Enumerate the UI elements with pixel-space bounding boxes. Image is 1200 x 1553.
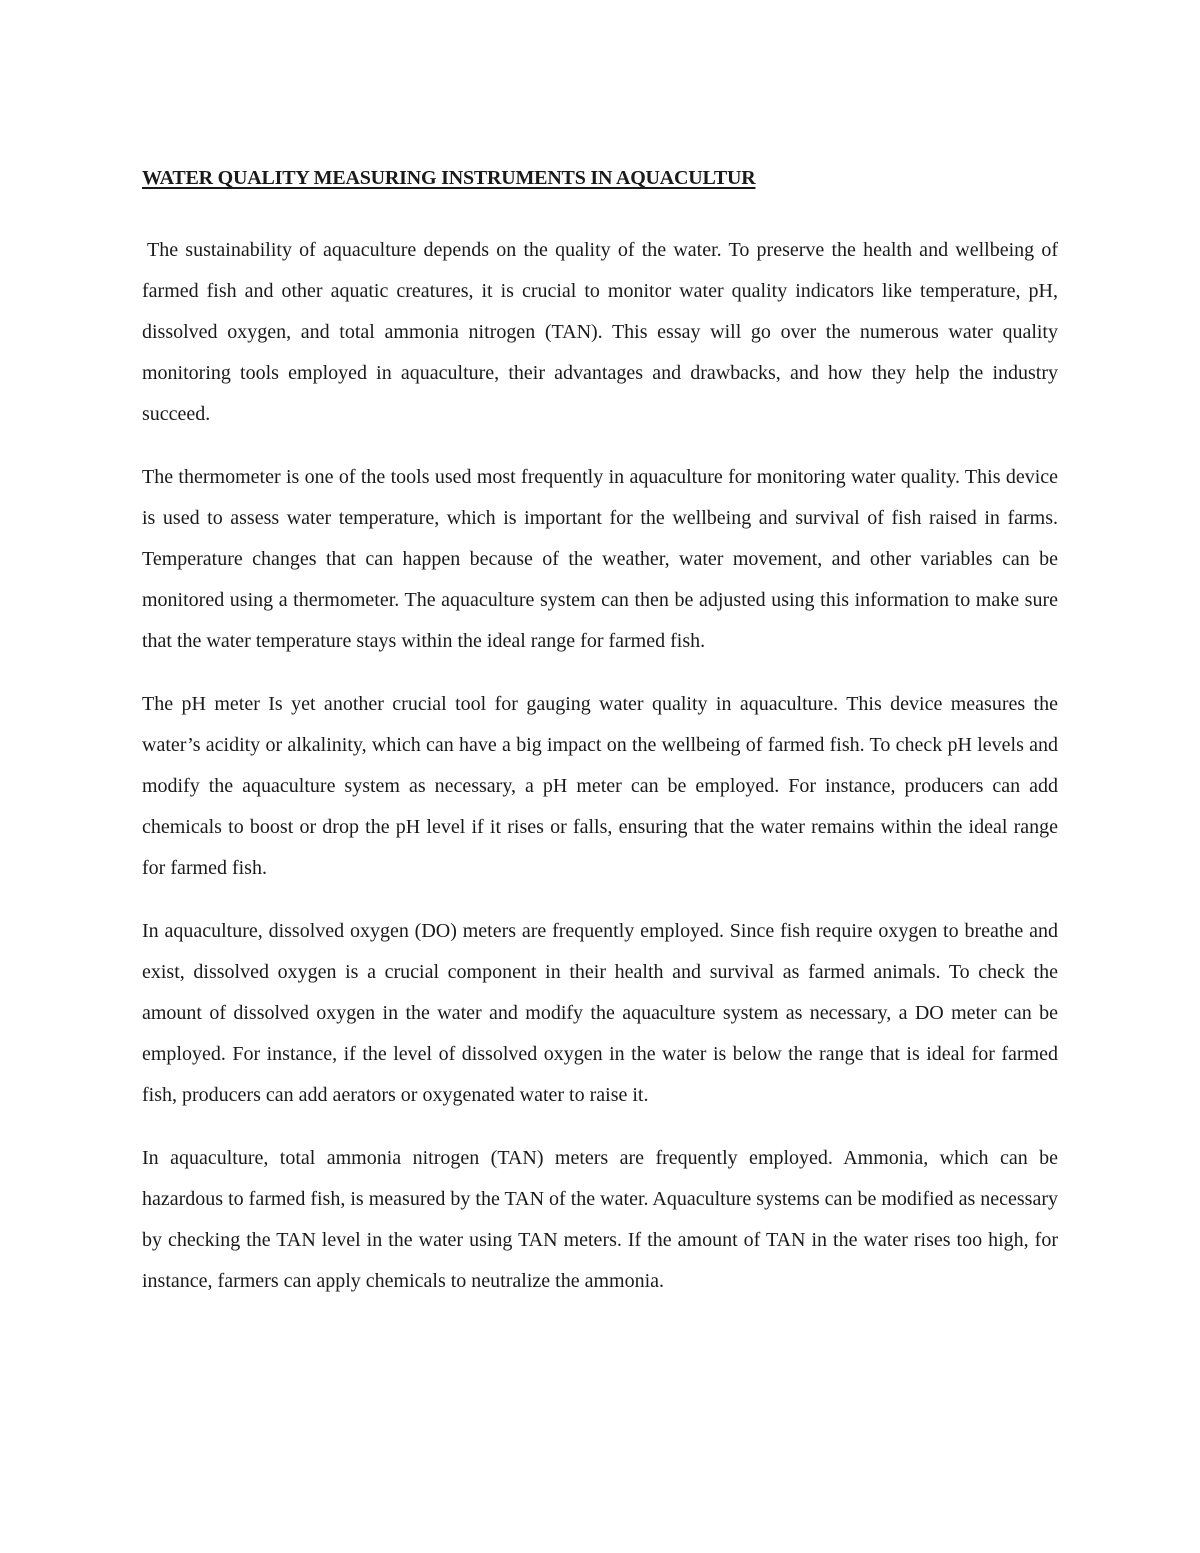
paragraph-introduction: The sustainability of aquaculture depends on the quality of the water. To preserve the health and wellbeing of farmed fish and other aquatic creatures, it is crucial to monitor water quality indicators like temperature, pH, dissolved oxygen, and total ammonia nitrogen (TAN). This essay will go over the numerous water quality monitoring tools employed in aquaculture, their advantages and drawbacks, and how they help the industry succeed. bbox=[142, 239, 1058, 425]
document-body bbox=[142, 164, 1058, 1324]
paragraph-thermometer: The thermometer is one of the tools used most frequently in aquaculture for monitoring water quality. This device is used to assess water temperature, which is important for the wellbeing and survival of fish raised in farms. Temperature changes that can happen because of the weather, water movement, and other variables can be monitored using a thermometer. The aquaculture system can then be adjusted using this information to make sure that the water temperature stays within the ideal range for farmed fish. bbox=[142, 466, 1058, 652]
paragraph-do-meter: In aquaculture, dissolved oxygen (DO) meters are frequently employed. Since fish require oxygen to breathe and exist, dissolved oxygen is a crucial component in their health and survival as farmed animals. To check the amount of dissolved oxygen in the water and modify the aquaculture system as necessary, a DO meter can be employed. For instance, if the level of dissolved oxygen in the water is below the range that is ideal for farmed fish, producers can add aerators or oxygenated water to raise it. bbox=[142, 920, 1058, 1106]
paragraph-ph-meter: The pH meter Is yet another crucial tool for gauging water quality in aquaculture. This device measures the water’s acidity or alkalinity, which can have a big impact on the wellbeing of farmed fish. To check pH levels and modify the aquaculture system as necessary, a pH meter can be employed. For instance, producers can add chemicals to boost or drop the pH level if it rises or falls, ensuring that the water remains within the ideal range for farmed fish. bbox=[142, 693, 1058, 879]
document-title: WATER QUALITY MEASURING INSTRUMENTS IN AQUACULTUR bbox=[142, 167, 756, 189]
paragraph-tan-meter: In aquaculture, total ammonia nitrogen (TAN) meters are frequently employed. Ammonia, which can be hazardous to farmed fish, is measured by the TAN of the water. Aquaculture systems can be modified as necessary by checking the TAN level in the water using TAN meters. If the amount of TAN in the water rises too high, for instance, farmers can apply chemicals to neutralize the ammonia. bbox=[142, 1147, 1058, 1292]
